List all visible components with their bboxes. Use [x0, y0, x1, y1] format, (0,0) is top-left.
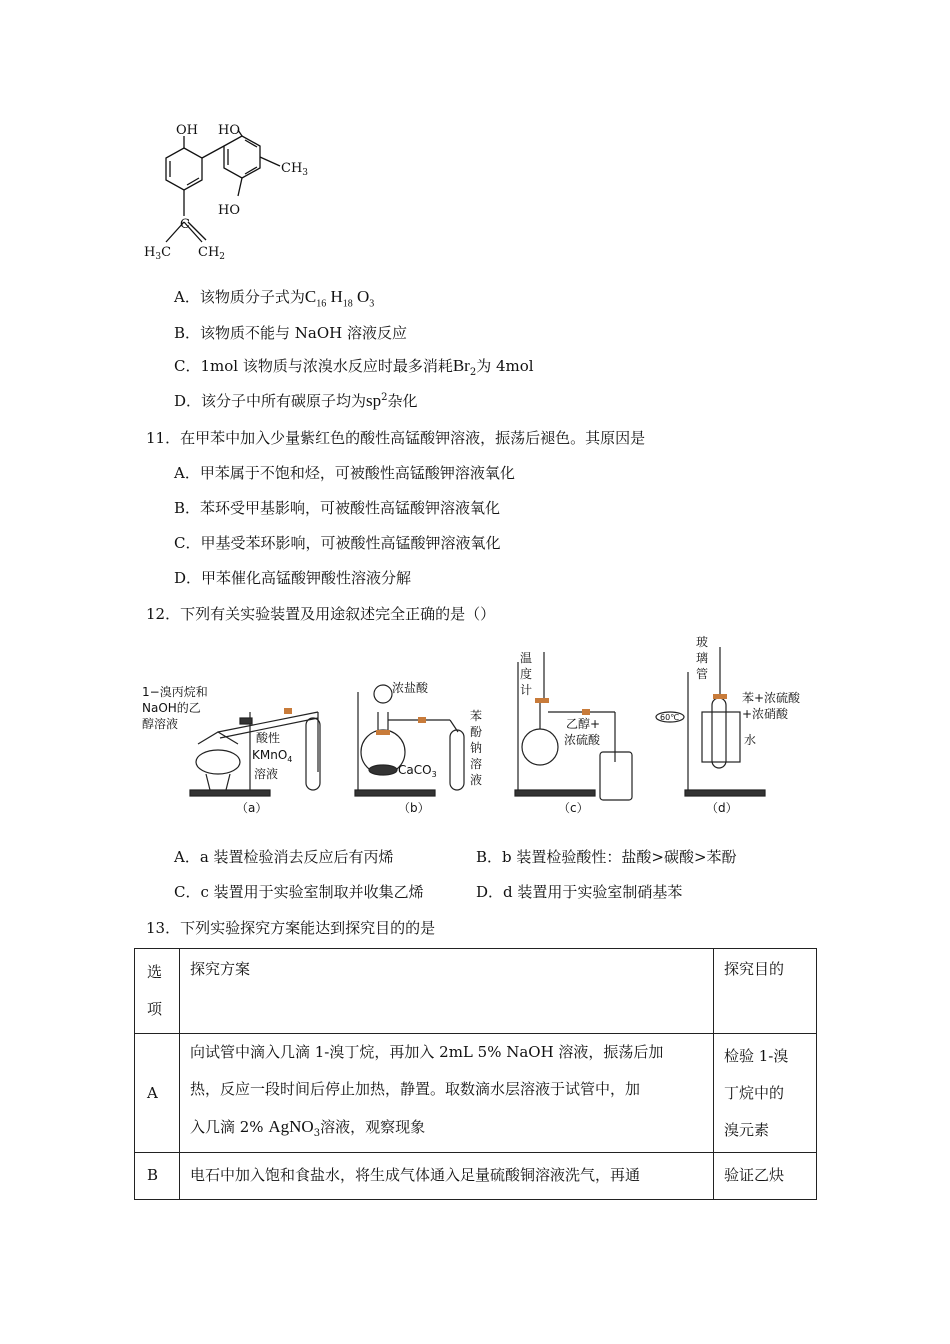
c-thermo-2: 度 [520, 667, 533, 681]
d-temp-label: 60℃ [660, 713, 680, 722]
b-phenol-1: 苯 [470, 709, 483, 723]
table-row [135, 1034, 817, 1153]
q12-option-d: D．d 装置用于实验室制硝基苯 [476, 883, 683, 901]
b-caco3-label: CaCO$_3$ [398, 763, 437, 779]
a-kmno4-line3: 溶液 [254, 767, 279, 781]
row-b-aim: 验证乙炔 [714, 1153, 817, 1200]
c-reagent-1: 乙醇+ [566, 717, 601, 731]
q11-stem: 11．在甲苯中加入少量紫红色的酸性高锰酸钾溶液，振荡后褪色。其原因是 [146, 429, 646, 447]
row-b-option: B [135, 1153, 180, 1200]
d-caption: （d） [706, 801, 738, 815]
q11-option-d: D．甲苯催化高锰酸钾酸性溶液分解 [174, 569, 412, 587]
ch2-label: $CH_2$ [198, 245, 226, 262]
d-reagent-1: 苯+浓硫酸 [742, 691, 801, 705]
h3c-label: $H_3C$ [144, 245, 172, 262]
q12-option-a: A．a 装置检验消去反应后有丙烯 [174, 848, 394, 866]
q12-option-b: B．b 装置检验酸性：盐酸>碳酸>苯酚 [476, 848, 737, 866]
q11-option-a: A．甲苯属于不饱和烃，可被酸性高锰酸钾溶液氧化 [174, 464, 515, 482]
table-row [135, 1153, 817, 1200]
row-a-plan: 向试管中滴入几滴 1-溴丁烷，再加入 2mL 5% NaOH 溶液，振荡后加 热，反应一段时间后停止加热，静置。取数滴水层溶液于试管中，加 入几滴 2% AgNO$_3$溶液，观察现象 [180, 1034, 714, 1153]
q11-option-c: C．甲基受苯环影响，可被酸性高锰酸钾溶液氧化 [174, 534, 501, 552]
q13-stem: 13．下列实验探究方案能达到探究目的的是 [146, 919, 436, 937]
b-caption: （b） [398, 801, 430, 815]
c-label: C [180, 217, 190, 232]
header-option-cell: 选 项 [135, 949, 180, 1034]
row-a-aim: 检验 1-溴 丁烷中的 溴元素 [714, 1034, 817, 1153]
apparatus-figure [140, 632, 820, 822]
q12-option-c: C．c 装置用于实验室制取并收集乙烯 [174, 883, 424, 901]
d-reagent-2: +浓硝酸 [742, 707, 789, 721]
a-reagent-line2: NaOH的乙 [142, 701, 201, 715]
c-thermo-3: 计 [520, 683, 533, 697]
c-thermo-1: 温 [520, 651, 533, 665]
a-kmno4-line2: KMnO$_4$ [252, 748, 293, 764]
a-reagent-line3: 醇溶液 [142, 717, 179, 731]
q10-option-a: A．该物质分子式为$C_{16}$ $H_{18}$ $O_3$ [174, 287, 375, 310]
a-reagent-line1: 1−溴丙烷和 [142, 685, 208, 699]
d-tube-2: 璃 [696, 651, 709, 665]
ho-label-3: HO [218, 203, 240, 218]
experiment-table [134, 948, 817, 1200]
header-aim-cell: 探究目的 [714, 949, 817, 1034]
q10-option-b: B．该物质不能与 NaOH 溶液反应 [174, 324, 408, 342]
b-phenol-2: 酚 [470, 725, 483, 739]
a-caption: （a） [236, 801, 268, 815]
b-phenol-4: 溶 [470, 757, 483, 771]
q11-option-b: B．苯环受甲基影响，可被酸性高锰酸钾溶液氧化 [174, 499, 501, 517]
row-a-option: A [135, 1034, 180, 1153]
b-phenol-5: 液 [470, 773, 483, 787]
d-water-label: 水 [744, 733, 757, 747]
ho-label-2: HO [218, 123, 240, 138]
oh-label-1: OH [176, 123, 198, 138]
q12-stem: 12．下列有关实验装置及用途叙述完全正确的是（） [146, 605, 496, 623]
row-b-plan: 电石中加入饱和食盐水，将生成气体通入足量硫酸铜溶液洗气，再通 [180, 1153, 714, 1200]
b-hcl-label: 浓盐酸 [392, 681, 429, 695]
a-kmno4-line1: 酸性 [256, 731, 281, 745]
b-phenol-3: 钠 [470, 741, 483, 755]
d-tube-1: 玻 [696, 635, 709, 649]
d-tube-3: 管 [696, 667, 709, 681]
molecule-structure [140, 118, 360, 268]
c-reagent-2: 浓硫酸 [564, 733, 601, 747]
c-caption: （c） [558, 801, 589, 815]
header-plan-cell: 探究方案 [180, 949, 714, 1034]
q10-option-c: C．1mol 该物质与浓溴水反应时最多消耗$Br_2$为 4mol [174, 356, 534, 378]
ch3-label: $CH_3$ [281, 161, 309, 178]
table-header-row [135, 949, 817, 1034]
q10-option-d: D．该分子中所有碳原子均为$sp^2$杂化 [174, 391, 418, 410]
